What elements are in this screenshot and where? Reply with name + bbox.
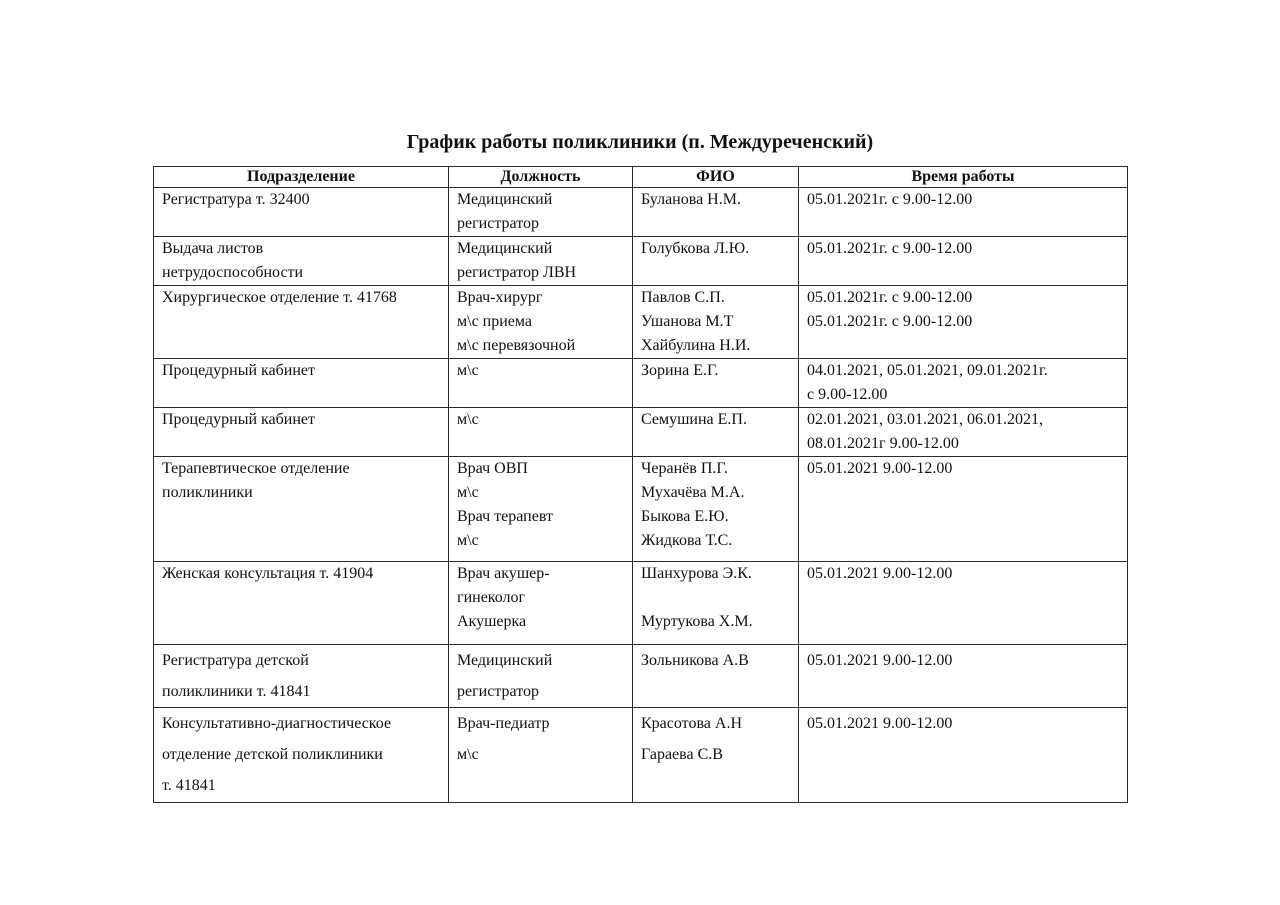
cell-text: Быкова Е.Ю.: [641, 508, 729, 525]
cell-text: гинеколог: [457, 589, 526, 606]
cell-text: Женская консультация т. 41904: [162, 565, 374, 582]
cell-department: [154, 359, 449, 408]
table-row: [154, 286, 1128, 359]
cell-text: Жидкова Т.С.: [641, 532, 733, 549]
column-header-name: ФИО: [633, 167, 799, 188]
cell-time: [799, 359, 1128, 408]
cell-text: Процедурный кабинет: [162, 411, 316, 428]
cell-text: Шанхурова Э.К.: [641, 565, 752, 582]
cell-text: отделение детской поликлиники: [162, 746, 383, 763]
cell-department: [154, 408, 449, 457]
cell-text: м\с: [457, 484, 479, 501]
cell-text: м\с: [457, 532, 479, 549]
cell-text: Буланова Н.М.: [641, 191, 741, 208]
cell-text: 05.01.2021 9.00-12.00: [807, 460, 953, 477]
cell-department: [154, 237, 449, 286]
cell-text: 04.01.2021, 05.01.2021, 09.01.2021г.: [807, 362, 1048, 379]
table-header-row: [154, 167, 1128, 188]
cell-text: поликлиники: [162, 484, 253, 501]
cell-text: Хайбулина Н.И.: [641, 337, 751, 354]
table-row: [154, 359, 1128, 408]
page-title: График работы поликлиники (п. Междуреченский): [406, 131, 874, 153]
cell-text: 02.01.2021, 03.01.2021, 06.01.2021,: [807, 411, 1043, 428]
cell-text: Процедурный кабинет: [162, 362, 316, 379]
cell-department: [154, 708, 449, 803]
table-row: [154, 708, 1128, 803]
cell-text: м\с приема: [457, 313, 533, 330]
cell-text: 05.01.2021г. с 9.00-12.00: [807, 240, 973, 257]
cell-text: [641, 586, 790, 610]
schedule-table: [153, 166, 1128, 803]
cell-text: регистратор: [457, 683, 539, 700]
cell-text: Медицинский: [457, 240, 553, 257]
cell-text: Регистратура т. 32400: [162, 191, 310, 208]
cell-time: [799, 708, 1128, 803]
cell-position: [449, 237, 633, 286]
cell-text: 05.01.2021г. с 9.00-12.00: [807, 313, 973, 330]
cell-department: [154, 645, 449, 708]
cell-text: м\с: [457, 411, 479, 428]
cell-text: т. 41841: [162, 777, 216, 794]
cell-time: [799, 286, 1128, 359]
cell-name: [633, 359, 799, 408]
cell-text: Голубкова Л.Ю.: [641, 240, 750, 257]
cell-time: [799, 408, 1128, 457]
cell-text: Акушерка: [457, 613, 527, 630]
cell-text: Консультативно-диагностическое: [162, 715, 392, 732]
cell-position: [449, 708, 633, 803]
cell-name: [633, 645, 799, 708]
cell-time: [799, 562, 1128, 645]
cell-text: Врач-педиатр: [457, 715, 550, 732]
cell-text: Зорина Е.Г.: [641, 362, 719, 379]
cell-name: [633, 237, 799, 286]
cell-text: Медицинский: [457, 191, 553, 208]
cell-text: Черанёв П.Г.: [641, 460, 728, 477]
cell-text: Павлов С.П.: [641, 289, 725, 306]
cell-text: Хирургическое отделение т. 41768: [162, 289, 397, 306]
cell-name: [633, 188, 799, 237]
cell-position: [449, 359, 633, 408]
column-header-department: Подразделение: [154, 167, 449, 188]
cell-name: [633, 457, 799, 562]
cell-text: Регистратура детской: [162, 652, 309, 669]
cell-text: поликлиники т. 41841: [162, 683, 311, 700]
table-row: [154, 237, 1128, 286]
table-row: [154, 457, 1128, 562]
cell-position: [449, 457, 633, 562]
cell-text: Семушина Е.П.: [641, 411, 747, 428]
column-header-position: Должность: [449, 167, 633, 188]
cell-name: [633, 562, 799, 645]
cell-position: [449, 188, 633, 237]
cell-department: [154, 286, 449, 359]
cell-text: Врач ОВП: [457, 460, 528, 477]
cell-text: Выдача листов: [162, 240, 264, 257]
cell-text: регистратор ЛВН: [457, 264, 577, 281]
cell-name: [633, 708, 799, 803]
cell-text: регистратор: [457, 215, 539, 232]
cell-department: [154, 562, 449, 645]
cell-text: 05.01.2021г. с 9.00-12.00: [807, 289, 973, 306]
column-header-time: Время работы: [799, 167, 1128, 188]
cell-name: [633, 408, 799, 457]
cell-text: Врач терапевт: [457, 508, 553, 525]
cell-text: 08.01.2021г 9.00-12.00: [807, 435, 959, 452]
cell-text: м\с: [457, 746, 479, 763]
cell-text: Красотова А.Н: [641, 715, 742, 732]
cell-position: [449, 408, 633, 457]
cell-time: [799, 457, 1128, 562]
cell-text: Зольникова А.В: [641, 652, 749, 669]
table-row: [154, 188, 1128, 237]
cell-name: [633, 286, 799, 359]
cell-text: 05.01.2021г. с 9.00-12.00: [807, 191, 973, 208]
cell-department: [154, 457, 449, 562]
cell-position: [449, 562, 633, 645]
cell-text: м\с перевязочной: [457, 337, 576, 354]
cell-text: Медицинский: [457, 652, 553, 669]
cell-text: Гараева С.В: [641, 746, 723, 763]
cell-position: [449, 645, 633, 708]
cell-text: м\с: [457, 362, 479, 379]
cell-text: 05.01.2021 9.00-12.00: [807, 715, 953, 732]
cell-text: Муртукова Х.М.: [641, 613, 753, 630]
cell-text: с 9.00-12.00: [807, 386, 888, 403]
cell-time: [799, 645, 1128, 708]
cell-text: 05.01.2021 9.00-12.00: [807, 652, 953, 669]
cell-text: Терапевтическое отделение: [162, 460, 350, 477]
table-row: [154, 408, 1128, 457]
cell-position: [449, 286, 633, 359]
cell-department: [154, 188, 449, 237]
cell-text: Врач-хирург: [457, 289, 543, 306]
cell-text: 05.01.2021 9.00-12.00: [807, 565, 953, 582]
cell-time: [799, 188, 1128, 237]
cell-text: Врач акушер-: [457, 565, 550, 582]
table-row: [154, 645, 1128, 708]
cell-text: нетрудоспособности: [162, 264, 304, 281]
table-row: [154, 562, 1128, 645]
cell-text: Ушанова М.Т: [641, 313, 734, 330]
cell-time: [799, 237, 1128, 286]
cell-text: Мухачёва М.А.: [641, 484, 745, 501]
